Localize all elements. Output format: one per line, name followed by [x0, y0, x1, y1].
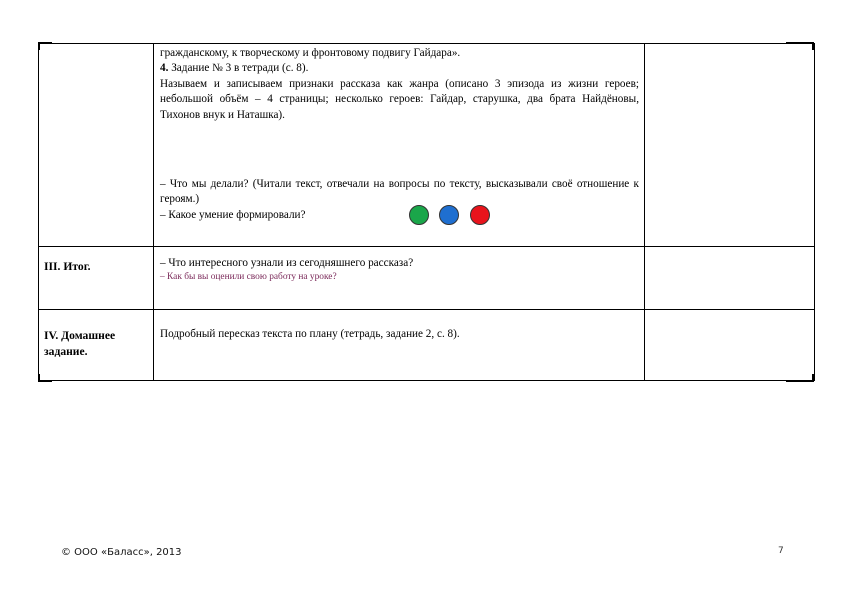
- content-cell: [154, 44, 645, 247]
- corner-mark: [786, 380, 814, 382]
- copyright-footer: © ООО «Баласс», 2013: [61, 547, 182, 558]
- stage-label: III. Итог.: [44, 260, 91, 273]
- notes-text: [645, 44, 814, 46]
- content-cell: [154, 310, 645, 381]
- corner-mark: [786, 42, 814, 44]
- question-text: – Что мы делали? (Читали текст, отвечали на вопросы по тексту, высказывали своё отношение к героям.): [160, 178, 639, 206]
- spacer: [160, 123, 639, 177]
- stage-cell: [39, 310, 154, 381]
- question-text: – Какое умение формировали?: [160, 208, 306, 221]
- corner-mark: [38, 42, 52, 44]
- stage-label: [39, 44, 153, 56]
- stage-cell: [39, 247, 154, 310]
- red-circle-icon: [470, 205, 490, 225]
- notes-text: [645, 247, 814, 256]
- self-assessment-question: – Как бы вы оценили свою работу на уроке?: [160, 272, 337, 283]
- notes-cell: [645, 310, 815, 381]
- blue-circle-icon: [439, 205, 459, 225]
- table-row: [39, 310, 815, 381]
- table-row: [39, 247, 815, 310]
- content-text: [154, 247, 644, 284]
- stage-cell: [39, 44, 154, 247]
- content-line: гражданскому, к творческому и фронтовому подвигу Гайдара».: [160, 47, 461, 59]
- notes-cell: [645, 44, 815, 247]
- task-line: [160, 61, 639, 76]
- homework-text: Подробный пересказ текста по плану (тетрадь, задание 2, с. 8).: [160, 328, 460, 340]
- notes-text: [645, 310, 814, 327]
- content-text: [154, 44, 644, 223]
- task-text: Задание № 3 в тетради (с. 8).: [168, 62, 309, 75]
- task-number: 4.: [160, 62, 169, 75]
- page-number: 7: [778, 546, 784, 556]
- notes-cell: [645, 247, 815, 310]
- stage-label: IV. Домашнее задание.: [44, 329, 116, 358]
- green-circle-icon: [409, 205, 429, 225]
- corner-mark: [38, 380, 52, 382]
- question-text: – Что интересного узнали из сегодняшнего рассказа?: [160, 257, 414, 269]
- content-cell: [154, 247, 645, 310]
- genre-features-text: Называем и записываем признаки рассказа как жанра (описано 3 эпизода из жизни героев; небольшой объём – 4 страницы; несколько героев: Гайдар, старушка, два брата Найдёновы, Тихонов внук и Наташка).: [160, 77, 639, 121]
